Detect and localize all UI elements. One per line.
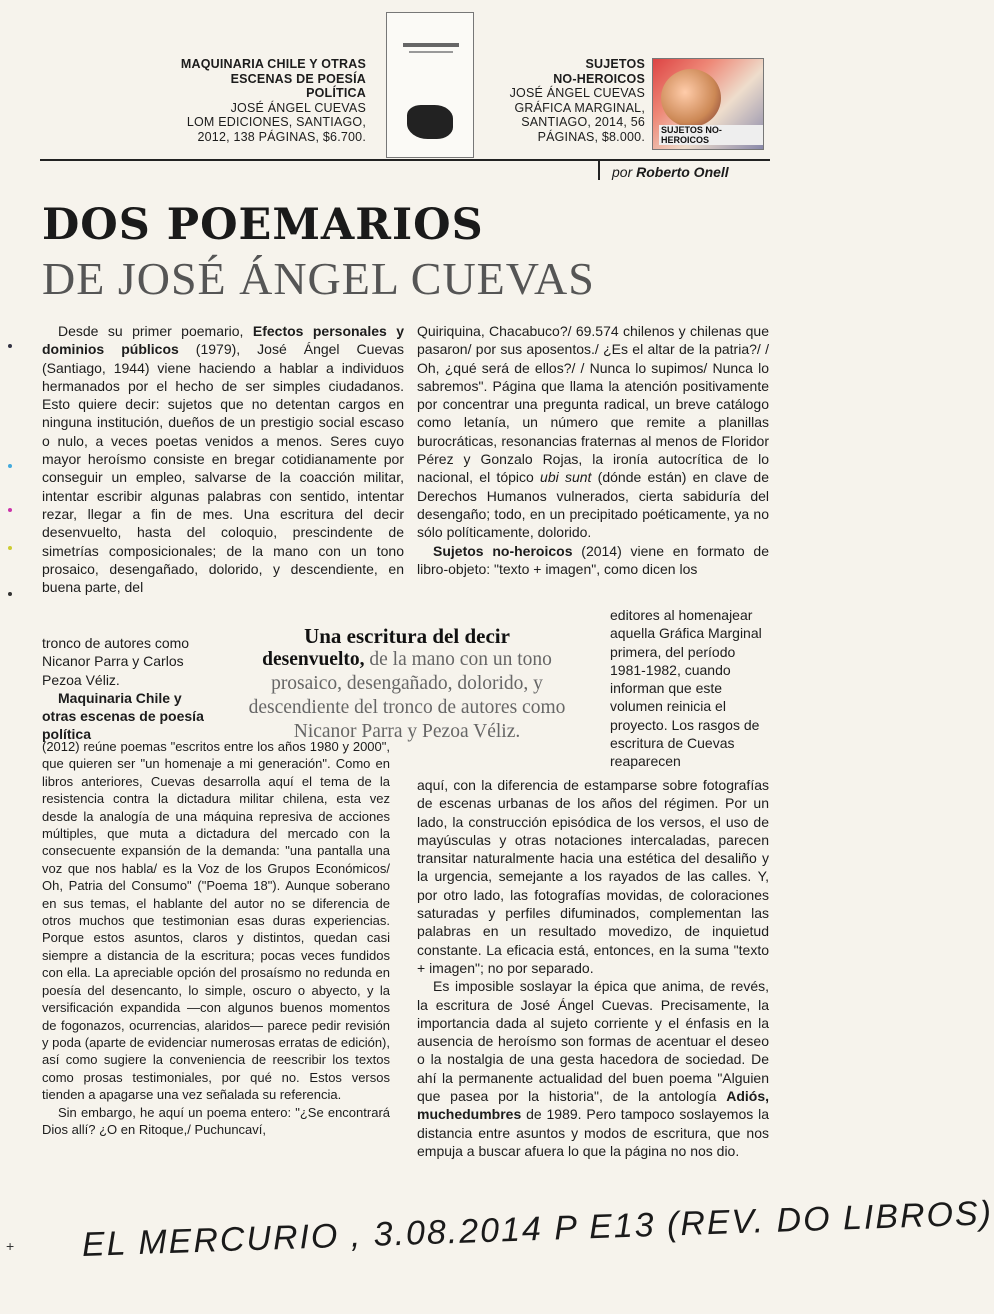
margin-dot [8,592,12,596]
article-column-right-narrow [610,606,770,771]
text-span: Quiriquina, Chacabuco?/ 69.574 chilenos y chilenas que pasaron/ por sus aposentos./ ¿Es el altar de la patria?/ / Oh, ¿qué será de ellos?/ / Nunca lo supimos/ Nunca lo sabremos". Página que llama la atención positivamente por concentrar una pregunta radical, un breve catálogo como letanía, un número que remite a planillas burocráticas, resonancias fraternas al menos de Floridor Pérez y Gonzalo Rojas, la ironía autocrítica de lo nacional, el tópico [417,323,769,486]
book-info-maquinaria [150,57,366,144]
book-info-sujetos [475,57,645,144]
byline-prefix: por [612,164,633,180]
book2-title-line: NO-HEROICOS [553,71,645,86]
header-rule-tick [598,160,600,180]
book2-details: PÁGINAS, $8.000. [537,129,645,144]
book1-title-line: MAQUINARIA CHILE Y OTRAS [180,57,366,71]
book-title-ref: Adiós, muchedumbres [417,1088,769,1123]
plus-mark: + [6,1238,15,1254]
article-column-right-bottom [417,776,769,1160]
pull-quote-bold: desenvuelto, [262,649,365,670]
pull-quote [226,624,588,744]
book1-title-line: POLÍTICA [306,86,366,100]
text-span: (2014) viene en formato de libro-objeto: "texto + imagen", como dicen los [417,542,769,577]
paragraph [42,689,206,744]
book1-details: 2012, 138 PÁGINAS, $6.700. [197,129,366,144]
book1-publisher: LOM EDICIONES, SANTIAGO, [186,115,366,129]
cover-graphic [407,105,453,139]
paragraph-continued: editores al homenajear aquella Gráfica Marginal primera, del período 1981-1982, cuando informan que este volumen reinicia el proyecto. Los rasgos de escritura de Cuevas reaparecen [610,607,762,770]
paragraph [42,322,404,596]
book-cover-sujetos [652,58,764,150]
book-cover-maquinaria [386,12,474,158]
byline [612,164,729,180]
pull-quote-text: de la mano con un tono prosaico, desengañado, dolorido, y descendiente del tronco de autores como Nicanor Parra y Pezoa Véliz. [248,649,566,742]
book2-place: SANTIAGO, 2014, 56 [521,115,645,129]
text-span: (1979), José Ángel Cuevas (Santiago, 1944) viene haciendo a hablar a individuos hermanados por el hecho de ser simples ciudadanos. Esto quiere decir: sujetos que no detentan cargos en ninguna institución, dueños de un prestigio social escaso o nulo, a veces poetas venidos a menos. Seres cuyo mayor heroísmo consiste en bregar cotidianamente por conseguir un empleo, salvarse de la coacción militar, intentar escribir algunas palabras con sentido, intentar rezar, llegar a fin de mes. Una escritura del decir desenvuelto, hasta del coloquio, prescindente de simetrías composicionales; de la mano con un tono prosaico, desengañado, dolorido, y descendiente, en buena parte, del [42,341,405,596]
pull-quote-bold: Una escritura del decir [304,624,510,648]
book1-title-line: ESCENAS DE POESÍA [230,71,366,86]
margin-dot [8,344,12,348]
header-rule [40,159,770,161]
margin-dot [8,508,12,512]
book-title-ref: Maquinaria Chile y otras escenas de poesía política [42,689,204,743]
article-column-right-top [417,322,769,578]
book2-publisher: GRÁFICA MARGINAL, [514,100,645,115]
byline-author: Roberto Onell [636,164,729,180]
book-title-ref: Sujetos no-heroicos [433,542,573,559]
headline-line2: DE JOSÉ ÁNGEL CUEVAS [42,253,595,304]
article-column-left-bottom [42,738,390,1138]
article-column-left-narrow [42,634,206,744]
text-span: Desde su primer poemario, [58,323,253,339]
cover-subtitle-bar [409,51,453,53]
book-title-ref: Efectos personales y dominios públicos [42,323,404,358]
margin-dot [8,546,12,550]
paragraph [417,977,769,1160]
paragraph: (2012) reúne poemas "escritos entre los años 1980 y 2000", que quieren ser "un homenaje a mi generación". Como en libros anteriores, Cuevas desarrolla aquí el tema de la resistencia contra la dictadura militar chilena, esta vez desde la analogía de una máquina represiva de acciones múltiples, que muta a dictadura del mercado con la consecuente expansión de la demanda: "una pantalla una voz que nos habla/ es la Voz de los Grupos Económicos/ Oh, Patria del Consumo" ("Poema 18"). Aunque soberano en sus temas, el hablante del autor no se diferencia de otros muchos que testimonian esas duras experiencias. Porque estos asuntos, claros y distintos, quedan casi siempre a distancia de la escritura; pocas veces fundidos con ella. La apreciable opción del prosaísmo no redunda en poesía del desencanto, lo simple, oscuro o abyecto, y la versificación expandida —con algunos buenos momentos de fogonazos, ocurrencias, alaridos— parece pedir revisión y poda (aparte de evidenciar numerosas erratas de edición), así como sugiere la conveniencia de reescribir los textos como prosas testimoniales, por qué no. Estos versos tienden a apagarse una vez señalada su referencia. [42,739,390,1103]
cover2-title: SUJETOS NO-HEROICOS [659,125,763,145]
text-span: de 1989. Pero tampoco soslayemos la distancia entre asuntos y modos de escritura, que nos empuja a buscar afuera lo que la página no nos dio. [417,1106,769,1159]
article-column-left-top [42,322,404,596]
italic-term: ubi sunt [540,469,592,486]
paragraph: Sin embargo, he aquí un poema entero: "¿Se encontrará Dios allí? ¿O en Ritoque,/ Puchuncaví, [42,1104,390,1137]
paragraph-continued: aquí, con la diferencia de estamparse sobre fotografías de escenas urbanas de los años del régimen. Por un lado, la construcción episódica de los versos, el uso de mayúsculas y otras notaciones intercaladas, parecen transitar naturalmente hacia una estética del desaliño y la urgencia, semejante a los rayados de las calles. Y, por otro lado, las fotografías movidas, de coloraciones saturadas y perfiles difuminados, complementan las palabras en un resultado movedizo, de inquietud constante. La eficacia está, entonces, en la suma "texto + imagen"; no por separado. [417,777,769,976]
cover-title-bar [403,43,459,47]
margin-dot [8,464,12,468]
text-span: (dónde están) en clave de Derechos Humanos vulnerados, cierta sabiduría del desengaño; todo, en un precipitado poéticamente, ya no sólo políticamente, dolorido. [417,469,769,541]
paragraph [417,542,769,579]
book2-author: JOSÉ ÁNGEL CUEVAS [509,86,645,100]
paragraph-continued: tronco de autores como Nicanor Parra y Carlos Pezoa Véliz. [42,635,190,688]
headline-line1: DOS POEMARIOS [42,200,484,250]
handwritten-source-note: EL MERCURIO , 3.08.2014 P E13 (REV. DO LIBROS) [81,1194,994,1264]
book1-author: JOSÉ ÁNGEL CUEVAS [230,100,366,115]
cover-photo-face [661,69,721,127]
book2-title-line: SUJETOS [585,57,645,71]
text-span: Es imposible soslayar la épica que anima, de revés, la escritura de José Ángel Cuevas. Precisamente, la importancia dada al sujeto corriente y el énfasis en la ausencia de heroísmo son formas de acentuar el deseo o la nostalgia de una gesta hacedora de sociedad. De ahí la permanente actualidad del buen poema "Alguien que pasea por la historia", de la antología [417,978,769,1105]
paragraph-continued [417,322,769,542]
